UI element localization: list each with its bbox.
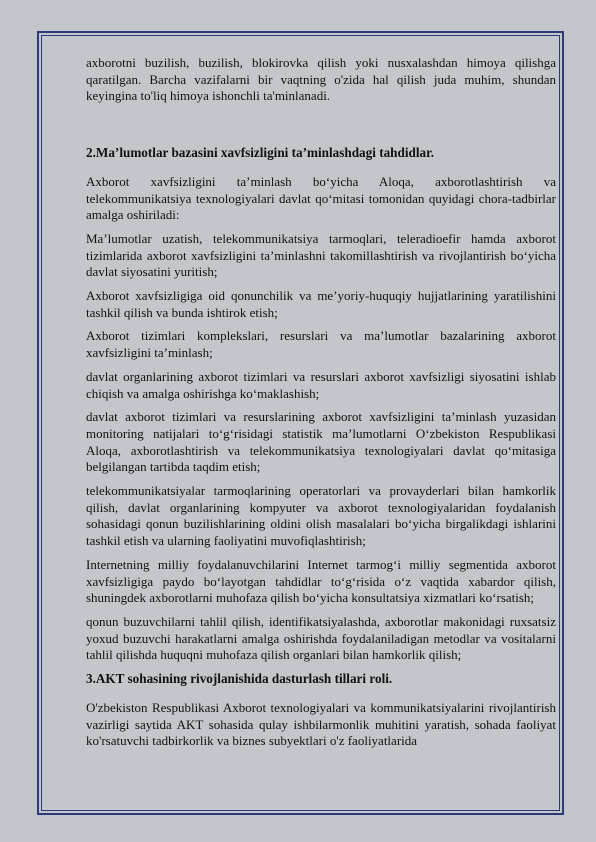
document-body — [86, 55, 556, 757]
section-3-heading: 3.AKT sohasining rivojlanishida dasturlash tillari roli. — [86, 671, 393, 687]
paragraph-intro: axborotni buzilish, buzilish, blokirovka qilish yoki nusxalashdan himoya qilishga qaratilgan. Barcha vazifalarni bir vaqtning o'zida hal qilish juda muhim, shundan keyingina to'liq himoya ishonchli ta'minlanadi. — [86, 55, 556, 104]
section-2-paragraph: Axborot xavfsizligini ta’minlash bo‘yicha Aloqa, axborotlashtirish va telekommunikatsiya texnologiyalari davlat qo‘mitasi tomonidan quyidagi chora-tadbirlar amalga oshiriladi: — [86, 173, 556, 223]
section-2-paragraph: davlat axborot tizimlari va resurslarining axborot xavfsizligini ta’minlash yuzasidan monitoring natijalari to‘g‘risidagi statistik ma’lumotlarni O‘zbekiston Respublikasi Aloqa, axborotlashtirish va telekommunikatsiya texnologiyalari davlat qo‘mitasiga belgilangan tartibda taqdim etish; — [86, 409, 556, 475]
section-2-paragraph: qonun buzuvchilarni tahlil qilish, identifikatsiyalashda, axborotlar makonidagi ruxsatsiz yoxud buzuvchi harakatlarni amalga oshirishda foydalaniladigan metodlar va vositalarni tahlil qilishda huquqni muhofaza qilish organlari bilan hamkorlik qilish; — [86, 613, 556, 663]
section-2-paragraph: telekommunikatsiyalar tarmoqlarining operatorlari va provayderlari bilan hamkorlik qilish, davlat organlarining kompyuter va axborot texnologiyalaridan foydalanish sohasidagi qonun buzilishlarining oldini olish masalalari bo‘yicha birgalikdagi ishlarini tashkil etish va ularning faoliyatini muvofiqlashtirish; — [86, 483, 556, 549]
section-2-paragraph: Ma’lumotlar uzatish, telekommunikatsiya tarmoqlari, teleradioefir hamda axborot tizimlarida axborot xavfsizligini ta’minlashni takomillashtirish va rivojlantirish bo‘yicha davlat siyosatini yuritish; — [86, 230, 556, 280]
section-2-paragraph: Internetning milliy foydalanuvchilarini Internet tarmog‘i milliy segmentida axborot xavfsizligiga paydo bo‘layotgan tahdidlar to‘g‘risida o‘z vaqtida xabardor qilish, shuningdek axborotlarni muhofaza qilish bo‘yicha konsultatsiya xizmatlari ko‘rsatish; — [86, 556, 556, 606]
section-2-paragraph: Axborot tizimlari komplekslari, resurslari va ma’lumotlar bazalarining axborot xavfsizligini ta’minlash; — [86, 328, 556, 361]
section-2-heading: 2.Ma’lumotlar bazasini xavfsizligini ta’minlashdagi tahdidlar. — [86, 145, 435, 161]
section-2-paragraph: davlat organlarining axborot tizimlari va resurslari axborot xavfsizligi siyosatini ishlab chiqish va amalga oshirishga ko‘maklashish; — [86, 368, 556, 401]
section-2-paragraph: Axborot xavfsizligiga oid qonunchilik va me’yoriy-huquqiy hujjatlarining yaratilishini tashkil qilish va bunda ishtirok etish; — [86, 288, 556, 320]
section-3-paragraph: O'zbekiston Respublikasi Axborot texnologiyalari va kommunikatsiyalarini rivojlantirish vazirligi saytida AKT sohasida qulay ishbilarmonlik muhitini yaratish, sohada faoliyat ko'rsatuvchi tadbirkorlik va biznes subyektlari o'z faoliyatlarida — [86, 699, 556, 749]
